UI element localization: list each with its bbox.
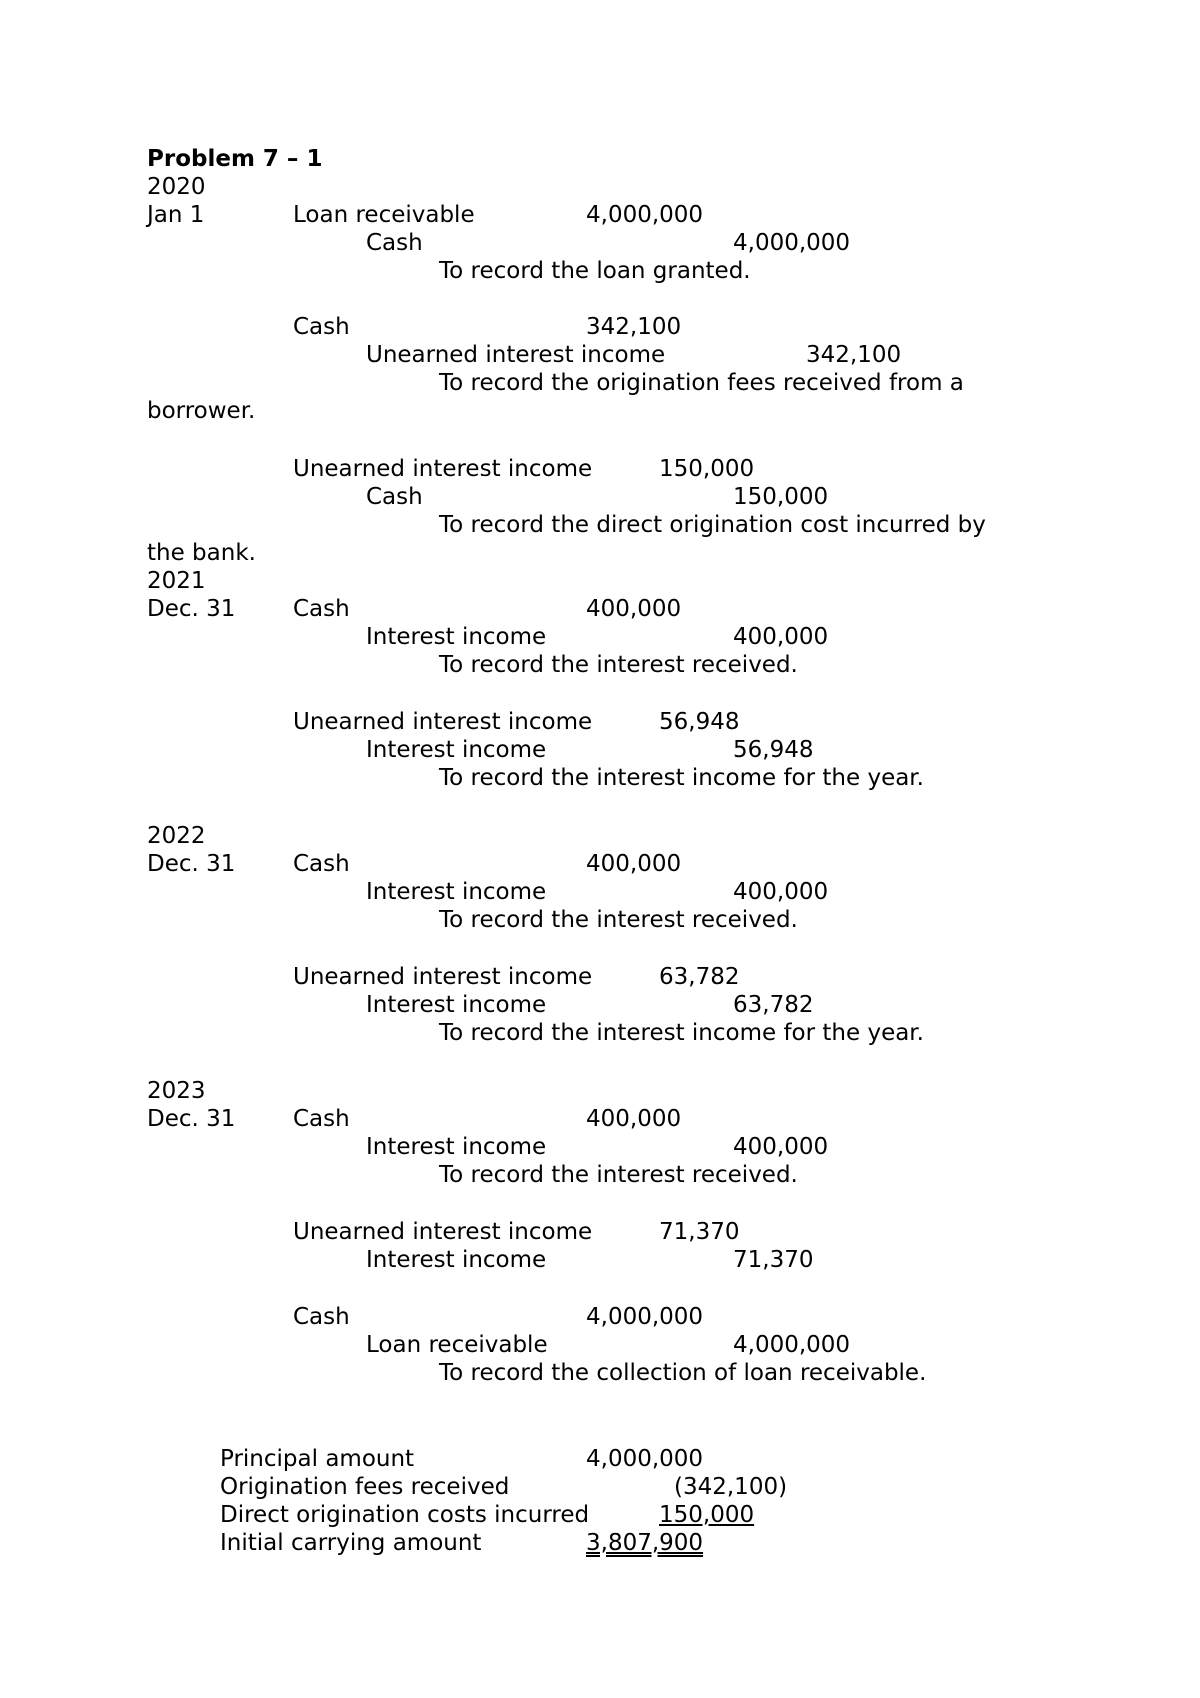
summary-amount: 150,000 bbox=[659, 1502, 755, 1528]
year-heading: 2023 bbox=[147, 1078, 206, 1104]
summary-total: 3,807,900 bbox=[586, 1530, 704, 1556]
debit-account: Cash bbox=[293, 314, 350, 340]
debit-account: Cash bbox=[293, 851, 350, 877]
credit-amount: 4,000,000 bbox=[733, 230, 851, 256]
year-heading: 2020 bbox=[147, 174, 206, 200]
debit-amount: 63,782 bbox=[659, 964, 740, 990]
credit-account: Cash bbox=[366, 484, 423, 510]
entry-memo: To record the collection of loan receivable. bbox=[439, 1360, 927, 1386]
summary-amount: (342,100) bbox=[674, 1474, 788, 1500]
year-heading: 2021 bbox=[147, 568, 206, 594]
debit-amount: 4,000,000 bbox=[586, 202, 704, 228]
debit-amount: 150,000 bbox=[659, 456, 755, 482]
credit-account: Interest income bbox=[366, 1247, 547, 1273]
credit-account: Interest income bbox=[366, 992, 547, 1018]
year-heading: 2022 bbox=[147, 823, 206, 849]
credit-account: Unearned interest income bbox=[366, 342, 666, 368]
entry-memo: To record the direct origination cost incurred by bbox=[439, 512, 986, 538]
credit-account: Interest income bbox=[366, 624, 547, 650]
entry-memo: To record the origination fees received from a bbox=[439, 370, 964, 396]
credit-amount: 56,948 bbox=[733, 737, 814, 763]
credit-amount: 71,370 bbox=[733, 1247, 814, 1273]
credit-amount: 400,000 bbox=[733, 1134, 829, 1160]
entry-memo: To record the interest income for the year. bbox=[439, 1020, 924, 1046]
debit-account: Cash bbox=[293, 1106, 350, 1132]
credit-amount: 150,000 bbox=[733, 484, 829, 510]
debit-amount: 400,000 bbox=[586, 1106, 682, 1132]
debit-amount: 400,000 bbox=[586, 851, 682, 877]
summary-label: Initial carrying amount bbox=[220, 1530, 482, 1556]
credit-amount: 4,000,000 bbox=[733, 1332, 851, 1358]
debit-amount: 56,948 bbox=[659, 709, 740, 735]
debit-amount: 71,370 bbox=[659, 1219, 740, 1245]
summary-amount: 4,000,000 bbox=[586, 1446, 704, 1472]
credit-account: Interest income bbox=[366, 737, 547, 763]
debit-account: Cash bbox=[293, 596, 350, 622]
entry-memo: To record the interest income for the year. bbox=[439, 765, 924, 791]
summary-label: Principal amount bbox=[220, 1446, 415, 1472]
debit-amount: 4,000,000 bbox=[586, 1304, 704, 1330]
entry-memo-continued: borrower. bbox=[147, 398, 256, 424]
entry-memo: To record the interest received. bbox=[439, 1162, 798, 1188]
summary-label: Direct origination costs incurred bbox=[220, 1502, 590, 1528]
credit-account: Interest income bbox=[366, 879, 547, 905]
debit-amount: 342,100 bbox=[586, 314, 682, 340]
entry-memo: To record the interest received. bbox=[439, 907, 798, 933]
entry-memo: To record the loan granted. bbox=[439, 258, 751, 284]
entry-date: Dec. 31 bbox=[147, 596, 236, 622]
credit-amount: 400,000 bbox=[733, 879, 829, 905]
debit-account: Cash bbox=[293, 1304, 350, 1330]
debit-account: Unearned interest income bbox=[293, 1219, 593, 1245]
entry-date: Jan 1 bbox=[147, 202, 205, 228]
summary-label: Origination fees received bbox=[220, 1474, 510, 1500]
problem-title: Problem 7 – 1 bbox=[147, 146, 323, 172]
debit-account: Unearned interest income bbox=[293, 456, 593, 482]
debit-account: Unearned interest income bbox=[293, 709, 593, 735]
debit-amount: 400,000 bbox=[586, 596, 682, 622]
credit-account: Cash bbox=[366, 230, 423, 256]
credit-account: Interest income bbox=[366, 1134, 547, 1160]
entry-memo-continued: the bank. bbox=[147, 540, 256, 566]
credit-account: Loan receivable bbox=[366, 1332, 548, 1358]
credit-amount: 63,782 bbox=[733, 992, 814, 1018]
credit-amount: 400,000 bbox=[733, 624, 829, 650]
debit-account: Loan receivable bbox=[293, 202, 475, 228]
entry-date: Dec. 31 bbox=[147, 1106, 236, 1132]
entry-memo: To record the interest received. bbox=[439, 652, 798, 678]
credit-amount: 342,100 bbox=[806, 342, 902, 368]
debit-account: Unearned interest income bbox=[293, 964, 593, 990]
entry-date: Dec. 31 bbox=[147, 851, 236, 877]
